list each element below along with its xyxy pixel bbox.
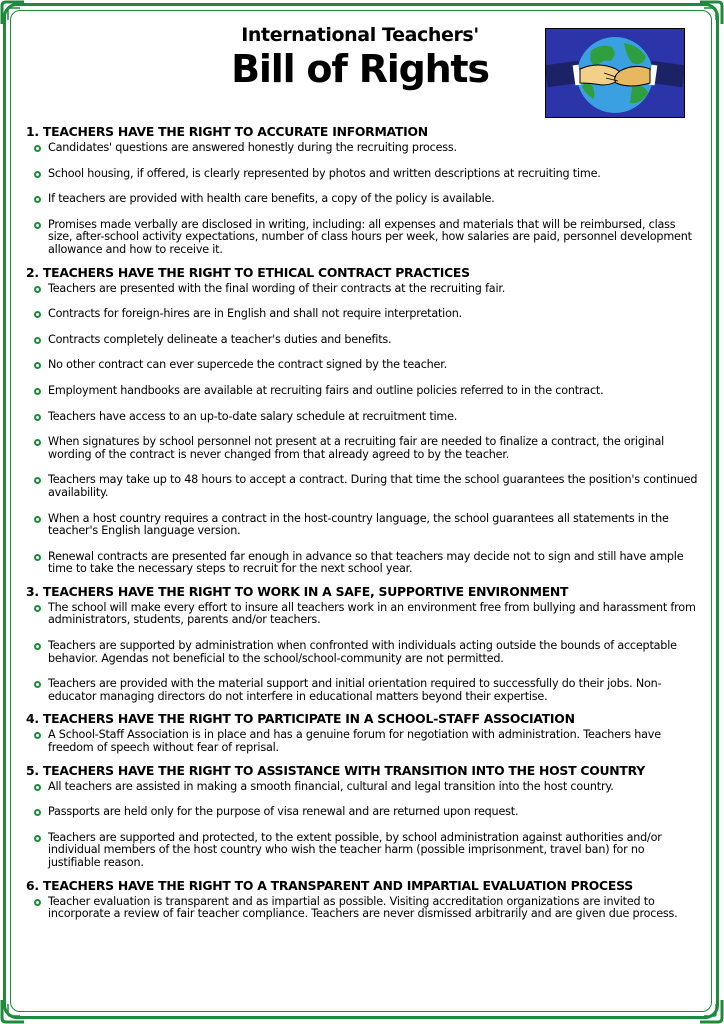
section-number: 4. [26,711,39,727]
list-item [22,168,704,181]
section-title: TEACHERS HAVE THE RIGHT TO ETHICAL CONTRACT PRACTICES [42,264,470,280]
bullet-icon [34,835,41,842]
corner-ornament-icon [0,998,26,1024]
globe-handshake-icon [545,28,685,118]
bullet-icon [34,286,41,293]
section-title: TEACHERS HAVE THE RIGHT TO PARTICIPATE IN A SCHOOL-STAFF ASSOCIATION [42,711,575,727]
list-item-text: When a host country requires a contract in the host-country language, the school guarantees all statements in the teacher's English language version. [48,511,669,538]
bullet-icon [34,554,41,561]
bullet-icon [34,145,41,152]
list-item [22,308,704,321]
list-item-text: Teachers are presented with the final wording of their contracts at the recruiting fair. [48,281,506,295]
bullet-icon [34,388,41,395]
bullet-icon [34,899,41,906]
section-number: 5. [26,762,39,778]
list-item [22,513,704,538]
bullet-icon [34,362,41,369]
section-number: 3. [26,583,39,599]
list-item-text: A School-Staff Association is in place and has a genuine forum for negotiation with administration. Teachers have freedom of speech without fear of reprisal. [48,728,661,755]
list-item [22,142,704,155]
list-item-text: Teachers have access to an up-to-date salary schedule at recruitment time. [48,409,458,423]
list-item-text: All teachers are assisted in making a smooth financial, cultural and legal transition into the host country. [48,779,614,793]
list-item-text: Candidates' questions are answered honestly during the recruiting process. [48,141,457,154]
list-item-text: Contracts for foreign-hires are in English and shall not require interpretation. [48,307,462,321]
bullet-icon [34,732,41,739]
list-item [22,385,704,398]
bullet-icon [34,605,41,612]
list-item [22,781,704,794]
list-item-text: Teachers are provided with the material support and initial orientation required to successfully do their jobs. Non-educator managing directors do not interfere in educational matters beyond their expertise. [48,677,662,703]
list-item-text: If teachers are provided with health care benefits, a copy of the policy is available. [48,192,495,206]
bullet-icon [34,516,41,523]
list-item [22,359,704,372]
bullet-icon [34,681,41,688]
list-item [22,283,704,296]
list-item-text: School housing, if offered, is clearly represented by photos and written descriptions at recruiting time. [48,166,601,180]
page-title: Bill of Rights [231,47,489,91]
list-item-text: Promises made verbally are disclosed in writing, including: all expenses and materials that will be reimbursed, class size, after-school activity expectations, number of class hours per week, how salaries are paid, personnel development allowance and how to receive it. [48,217,692,256]
section-heading [26,878,704,893]
section [22,584,704,704]
list-item-text: Employment handbooks are available at recruiting fairs and outline policies referred to in the contract. [48,383,604,397]
header [150,24,570,90]
section-title: TEACHERS HAVE THE RIGHT TO WORK IN A SAFE, SUPPORTIVE ENVIRONMENT [42,583,569,599]
bullet-icon [34,439,41,446]
section-number: 6. [26,877,39,893]
list-item [22,896,704,921]
bullet-icon [34,643,41,650]
section-number: 1. [26,124,39,139]
section-number: 2. [26,264,39,280]
section-heading [26,584,704,599]
list-item [22,602,704,627]
list-item [22,832,704,870]
section-heading [26,711,704,726]
bullet-icon [34,414,41,421]
bullet-icon [34,784,41,791]
section-title: TEACHERS HAVE THE RIGHT TO A TRANSPARENT AND IMPARTIAL EVALUATION PROCESS [42,877,633,893]
list-item [22,436,704,461]
section [22,763,704,870]
list-item-text: When signatures by school personnel not present at a recruiting fair are needed to finalize a contract, the original wording of the contract is never changed from that already agreed to by the teacher. [48,435,665,461]
list-item [22,193,704,206]
bullet-icon [34,222,41,229]
section [22,265,704,576]
section-heading [26,124,704,139]
bullet-icon [34,809,41,816]
list-item [22,729,704,754]
corner-ornament-icon [698,998,724,1024]
list-item-text: Teachers may take up to 48 hours to accept a contract. During that time the school guarantees the position's continued availability. [48,473,698,499]
bullet-icon [34,337,41,344]
section-heading [26,763,704,778]
rights-list [22,124,704,929]
list-item-text: Teachers are supported and protected, to the extent possible, by school administration against authorities and/or individual members of the host country who wish the teacher harm (possible imprisonment, travel ban) for no justifiable reason. [48,830,662,869]
list-item-text: No other contract can ever supercede the contract signed by the teacher. [48,358,447,372]
section [22,124,704,257]
list-item-text: Teachers are supported by administration when confronted with individuals acting outside the bounds of acceptable behavior. Agendas not beneficial to the school/school-community are not permitted. [48,639,677,665]
section [22,878,704,921]
list-item-text: Renewal contracts are presented far enough in advance so that teachers may decide not to sign and still have ample time to take the necessary steps to recruit for the next school year. [48,549,684,576]
corner-ornament-icon [0,0,26,26]
section-title: TEACHERS HAVE THE RIGHT TO ASSISTANCE WITH TRANSITION INTO THE HOST COUNTRY [42,762,645,778]
list-item [22,411,704,424]
page-subtitle: International Teachers' [241,24,479,46]
bullet-icon [34,477,41,484]
list-item-text: The school will make every effort to insure all teachers work in an environment free from bullying and harassment from administrators, students, parents and/or teachers. [48,600,696,627]
list-item-text: Contracts completely delineate a teacher's duties and benefits. [48,332,392,346]
bullet-icon [34,196,41,203]
list-item-text: Teacher evaluation is transparent and as impartial as possible. Visiting accreditation organizations are invited to incorporate a review of fair teacher compliance. Teachers are never dismissed arbitrarily and are given due process. [48,894,678,921]
list-item [22,806,704,819]
corner-ornament-icon [698,0,724,26]
list-item [22,219,704,257]
bullet-icon [34,311,41,318]
section [22,711,704,754]
section-title: TEACHERS HAVE THE RIGHT TO ACCURATE INFORMATION [42,124,428,139]
list-item [22,334,704,347]
section-heading [26,265,704,280]
list-item [22,474,704,499]
bullet-icon [34,171,41,178]
list-item [22,640,704,665]
list-item [22,551,704,576]
list-item [22,678,704,703]
list-item-text: Passports are held only for the purpose of visa renewal and are returned upon request. [48,805,519,819]
